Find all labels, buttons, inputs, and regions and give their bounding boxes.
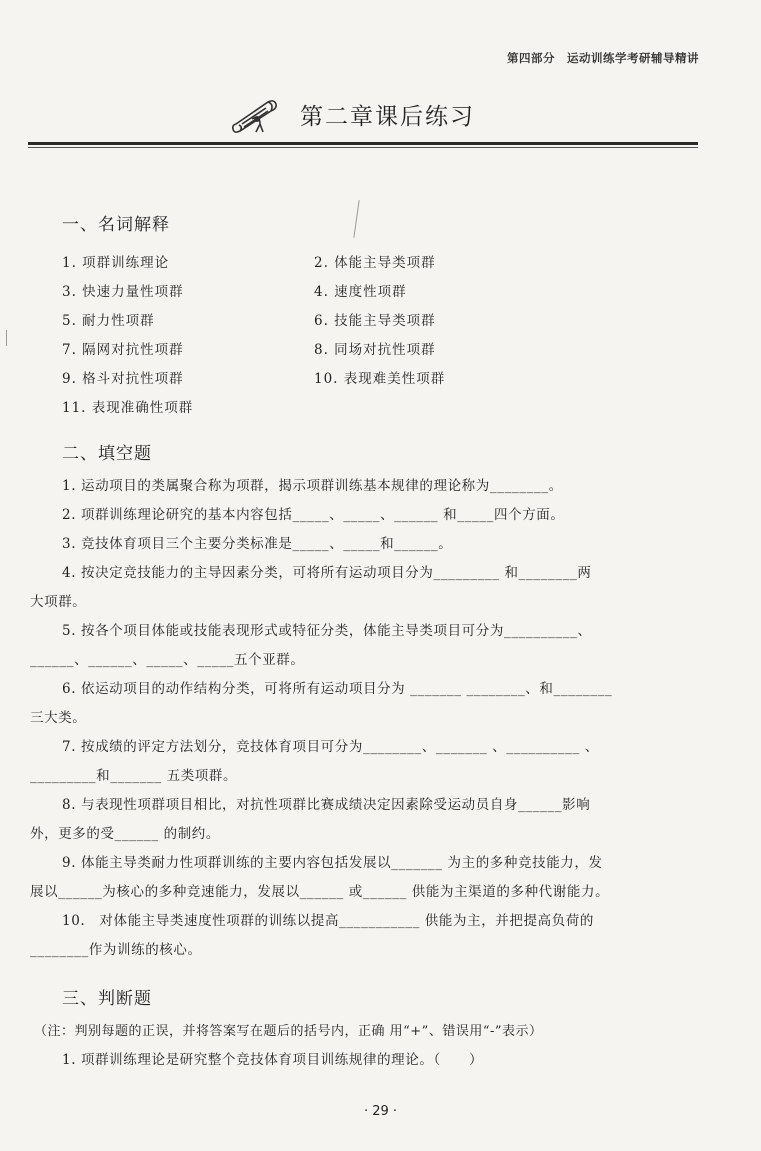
question-line: _________和_______ 五类项群。	[30, 768, 238, 784]
fill-blank-questions	[30, 472, 700, 965]
chapter-title: 第二章课后练习	[300, 104, 475, 130]
question-line: 3. 竞技体育项目三个主要分类标准是_____、_____和______。	[62, 536, 453, 552]
term-item: 7. 隔网对抗性项群	[62, 342, 184, 358]
term-item: 9. 格斗对抗性项群	[62, 371, 184, 387]
question-line: ______、______、_____、_____五个亚群。	[30, 652, 305, 668]
running-head: 第四部分 运动训练学考研辅导精讲	[507, 51, 699, 65]
section-heading-fill-blank: 二、填空题	[62, 444, 152, 464]
question-line: ________作为训练的核心。	[30, 942, 202, 958]
question-line: 6. 依运动项目的动作结构分类，可将所有运动项目分为 _______ ________、和________	[62, 681, 613, 697]
section-heading-terms: 一、名词解释	[62, 215, 170, 235]
term-item: 4. 速度性项群	[314, 284, 407, 300]
instruction-note: （注：判别每题的正误，并将答案写在题后的括号内，正确 用“+”、错误用“-”表示）	[34, 1024, 543, 1039]
question-line: 9. 体能主导类耐力性项群训练的主要内容包括发展以_______ 为主的多种竞技能力，发	[62, 855, 603, 871]
term-item: 10. 表现难美性项群	[314, 371, 446, 387]
question-line: 10. 对体能主导类速度性项群的训练以提高___________ 供能为主，并把提高负荷的	[62, 913, 595, 929]
term-item: 1. 项群训练理论	[62, 255, 170, 271]
title-rule-thin	[28, 147, 698, 148]
question-line: 1. 运动项目的类属聚合称为项群，揭示项群训练基本规律的理论称为________。	[62, 478, 563, 494]
scan-artifact-mark	[353, 200, 359, 238]
term-item: 2. 体能主导类项群	[314, 255, 436, 271]
question-line: 8. 与表现性项群项目相比，对抗性项群比赛成绩决定因素除受运动员自身______影响	[62, 797, 591, 813]
term-item: 3. 快速力量性项群	[62, 284, 184, 300]
question-line: 7. 按成绩的评定方法划分，竞技体育项目可分为________、_______ 、__________ 、	[62, 739, 599, 755]
question-line: 2. 项群训练理论研究的基本内容包括_____、_____、______ 和_____四个方面。	[62, 507, 565, 523]
page-number: · 29 ·	[363, 1104, 398, 1119]
term-item: 11. 表现准确性项群	[62, 400, 194, 416]
question-line: 5. 按各个项目体能或技能表现形式或特征分类，体能主导类项目可分为__________、	[62, 623, 592, 639]
scan-artifact-mark	[6, 330, 7, 346]
term-item: 5. 耐力性项群	[62, 313, 155, 329]
title-rule-thick	[28, 142, 698, 145]
true-false-item: 1. 项群训练理论是研究整个竞技体育项目训练规律的理论。（ ）	[62, 1052, 484, 1068]
term-item: 6. 技能主导类项群	[314, 313, 436, 329]
chapter-title-row	[0, 94, 761, 138]
term-item: 8. 同场对抗性项群	[314, 342, 436, 358]
question-line: 4. 按决定竞技能力的主导因素分类，可将所有运动项目分为_________ 和________两	[62, 565, 592, 581]
question-line: 展以______为核心的多种竞速能力，发展以______ 或______ 供能为主渠道的多种代谢能力。	[30, 884, 610, 900]
scroll-diploma-icon	[230, 94, 282, 136]
question-line: 三大类。	[30, 710, 87, 726]
section-heading-true-false: 三、判断题	[62, 989, 152, 1009]
question-line: 外，更多的受______ 的制约。	[30, 826, 220, 842]
question-line: 大项群。	[30, 594, 87, 610]
